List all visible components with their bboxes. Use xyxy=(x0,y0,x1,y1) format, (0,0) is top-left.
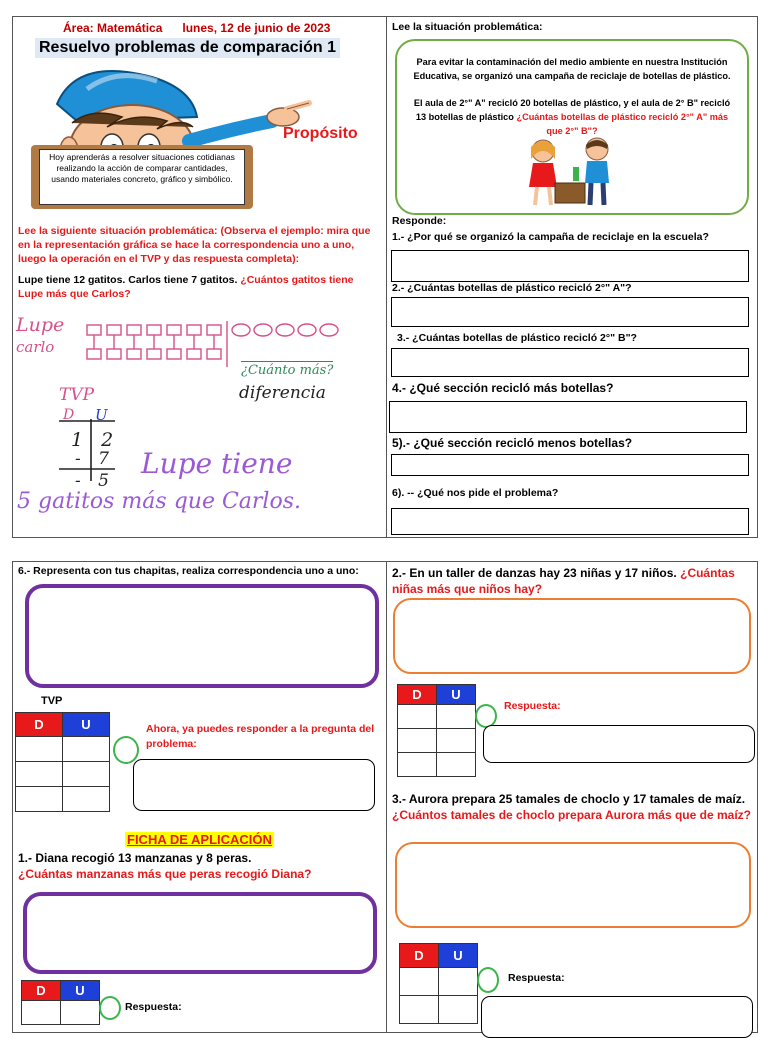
tvp-cell[interactable] xyxy=(16,787,63,812)
example-statement-text: Lupe tiene 12 gatitos. Carlos tiene 7 gatitos. xyxy=(18,274,238,286)
tvp-table-p1 xyxy=(21,980,100,1025)
example-question: ¿Cuántos gatitos tiene Lupe más que Carlos? xyxy=(18,274,354,300)
tvp-cell[interactable] xyxy=(437,729,476,753)
p3-respuesta-label: Respuesta: xyxy=(508,972,565,984)
answer-box-1[interactable] xyxy=(391,250,749,282)
p1-respuesta-label: Respuesta: xyxy=(125,1001,182,1013)
p3-answer-box[interactable] xyxy=(481,996,753,1038)
check-circle xyxy=(99,996,121,1020)
chapitas-box[interactable] xyxy=(25,584,379,688)
hw-diferencia: diferencia xyxy=(239,383,326,403)
hw-u: U xyxy=(95,406,108,424)
tvp-table-p3 xyxy=(399,943,478,1024)
hw-row2: - 7 xyxy=(75,449,115,469)
page1-right-panel xyxy=(386,16,758,538)
tvp-d-header: D xyxy=(398,685,437,705)
situation-box xyxy=(395,39,749,215)
tvp-cell[interactable] xyxy=(398,753,437,777)
question-5: 5).- ¿Qué sección recicló menos botellas? xyxy=(392,436,633,450)
p3-question: ¿Cuántos tamales de choclo prepara Aurora más que de maíz? xyxy=(392,808,751,822)
purpose-text: Hoy aprenderás a resolver situaciones cotidianas realizando la acción de comparar cantidades, usando materiales concreto, gráfico y simbólico. xyxy=(39,149,245,205)
tvp-d-header: D xyxy=(16,713,63,737)
page1-title: Resuelvo problemas de comparación 1 xyxy=(35,38,340,58)
tvp-table-1 xyxy=(15,712,110,812)
tvp-u-header: U xyxy=(61,981,100,1001)
situation-line1: Para evitar la contaminación del medio ambiente en nuestra Institución Educativa, se organizó una campaña de reciclaje de botellas de plástico. xyxy=(413,57,731,81)
tvp-cell[interactable] xyxy=(61,1001,100,1025)
answer-box-4[interactable] xyxy=(389,401,747,433)
situation-line2 xyxy=(409,96,735,138)
tvp-cell[interactable] xyxy=(400,968,439,996)
tvp-d-header: D xyxy=(22,981,61,1001)
p1-work-box[interactable] xyxy=(23,892,377,974)
tvp-cell[interactable] xyxy=(398,705,437,729)
question-4: 4.- ¿Qué sección recicló más botellas? xyxy=(392,381,614,395)
tvp-cell[interactable] xyxy=(439,968,478,996)
now-answer-text: Ahora, ya puedes responder a la pregunta del problema: xyxy=(146,723,375,750)
tvp-cell[interactable] xyxy=(22,1001,61,1025)
tvp-cell[interactable] xyxy=(437,753,476,777)
tvp-u-header: U xyxy=(437,685,476,705)
page1-header-line: Área: Matemática lunes, 12 de junio de 2023 xyxy=(63,21,331,35)
hw-lupe-tiene: Lupe tiene xyxy=(141,447,293,480)
question-1: 1.- ¿Por qué se organizó la campaña de reciclaje en la escuela? xyxy=(392,231,709,243)
p2-answer-box[interactable] xyxy=(483,725,755,763)
hw-carlo: carlo xyxy=(16,338,55,356)
answer-box-5[interactable] xyxy=(391,454,749,476)
tvp-cell[interactable] xyxy=(63,762,110,787)
answer-box-3[interactable] xyxy=(391,348,749,377)
responde-label: Responde: xyxy=(392,215,447,227)
p2-statement: 2.- En un taller de danzas hay 23 niñas y 17 niños. xyxy=(392,566,677,580)
tvp-u-header: U xyxy=(63,713,110,737)
purpose-label: Propósito xyxy=(283,125,358,142)
page2-left-panel xyxy=(12,561,389,1033)
tvp-cell[interactable] xyxy=(439,996,478,1024)
question-6: 6). -- ¿Qué nos pide el problema? xyxy=(392,487,559,499)
hw-cuanto-mas: ¿Cuánto más? xyxy=(241,363,334,378)
item6-text: 6.- Representa con tus chapitas, realiza correspondencia uno a uno: xyxy=(18,565,359,577)
p1-question: ¿Cuántas manzanas más que peras recogió Diana? xyxy=(18,867,312,881)
hw-row1: 1 2 xyxy=(71,429,120,451)
situation-line2-text: El aula de 2°" A" recicló 20 botellas de plástico, y el aula de 2° B" recicló 13 botellas de plástico xyxy=(413,98,731,122)
tvp-d-header: D xyxy=(400,944,439,968)
example-statement xyxy=(18,273,376,301)
tvp-table-p2 xyxy=(397,684,476,777)
answer-box-6[interactable] xyxy=(391,508,749,535)
p2-question: ¿Cuántas niñas más que niños hay? xyxy=(392,566,735,596)
kids-recycling-illustration xyxy=(515,137,625,209)
tvp-cell[interactable] xyxy=(16,737,63,762)
tvp-u-header: U xyxy=(439,944,478,968)
check-circle xyxy=(477,967,499,993)
hw-lupe: Lupe xyxy=(16,314,65,336)
ficha-title: FICHA DE APLICACIÓN xyxy=(127,832,272,847)
p3-statement: 3.- Aurora prepara 25 tamales de choclo y 17 tamales de maíz. xyxy=(392,792,746,806)
tvp-cell[interactable] xyxy=(400,996,439,1024)
p3-work-box[interactable] xyxy=(395,842,751,928)
hw-tvp: TVP xyxy=(59,385,95,405)
hw-row3: - 5 xyxy=(75,471,115,491)
tvp-cell[interactable] xyxy=(437,705,476,729)
hw-d: D xyxy=(63,407,75,423)
page1-left-panel xyxy=(12,16,389,538)
tvp-cell[interactable] xyxy=(63,787,110,812)
situation-heading: Lee la situación problemática: xyxy=(392,21,543,33)
p2-respuesta-label: Respuesta: xyxy=(504,700,561,712)
instruction-text: Lee la siguiente situación problemática: (Observa el ejemplo: mira que en la representación gráfica se hace la correspondencia uno a uno, luego la operación en el TVP y das respuesta completa): xyxy=(18,225,371,265)
tvp-cell[interactable] xyxy=(398,729,437,753)
p2-work-box[interactable] xyxy=(393,598,751,674)
p1-statement: 1.- Diana recogió 13 manzanas y 8 peras. xyxy=(18,851,252,865)
answer-box-now[interactable] xyxy=(133,759,375,811)
question-3: 3.- ¿Cuántas botellas de plástico recicló 2°" B"? xyxy=(397,332,637,344)
p3-text xyxy=(392,791,754,823)
situation-question: ¿Cuántas botellas de plástico recicló 2°" A" más que 2°" B"? xyxy=(516,112,729,136)
tvp-label: TVP xyxy=(41,695,63,707)
answer-box-2[interactable] xyxy=(391,297,749,327)
page2-right-panel xyxy=(386,561,758,1033)
check-circle xyxy=(113,736,139,764)
hw-one-to-one-drawing xyxy=(83,319,363,367)
question-2: 2.- ¿Cuántas botellas de plástico recicló 2°" A"? xyxy=(392,282,632,294)
purpose-sign xyxy=(31,145,253,209)
hw-answer: 5 gatitos más que Carlos. xyxy=(17,489,301,514)
tvp-cell[interactable] xyxy=(63,737,110,762)
p2-text xyxy=(392,565,752,597)
tvp-cell[interactable] xyxy=(16,762,63,787)
